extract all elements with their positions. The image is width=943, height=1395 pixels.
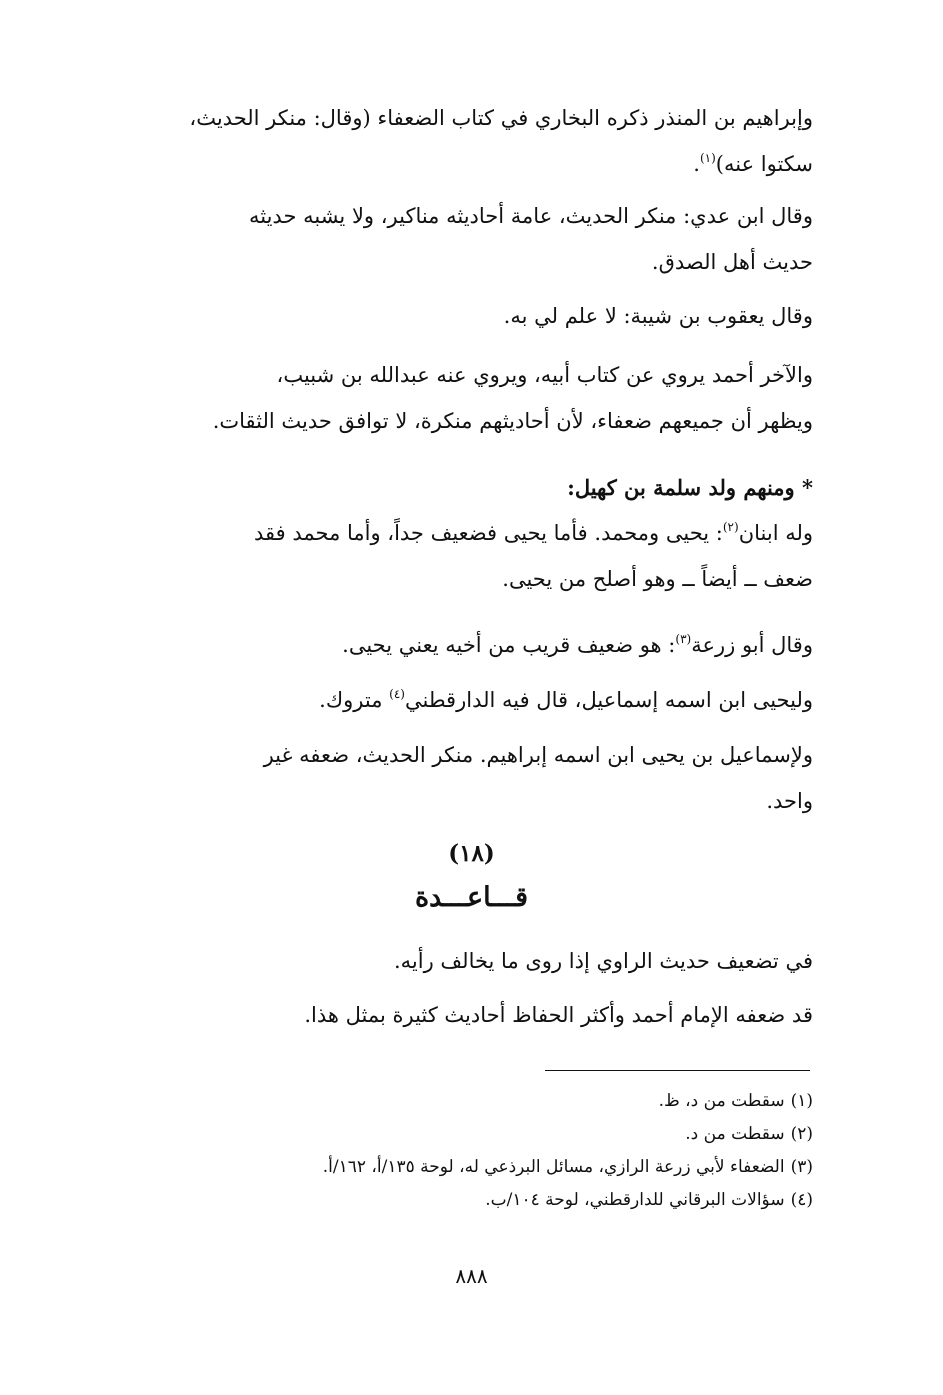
footnote-text: سقطت من د.: [685, 1124, 785, 1144]
paragraph-line: ويظهر أن جميعهم ضعفاء، لأن أحاديثهم منكرة، لا توافق حديث الثقات.: [212, 409, 813, 433]
text-run: سكتوا عنه): [715, 152, 813, 176]
paragraph-line: [128, 677, 813, 723]
footnote-marker-2: (٢): [722, 520, 739, 534]
paragraph-abu-zura: [128, 622, 813, 668]
footnote-item: [128, 1118, 813, 1151]
text-run: متروك.: [319, 688, 390, 712]
paragraph-sons-of-salama: [128, 510, 813, 602]
footnote-text: سقطت من د، ظ.: [658, 1091, 785, 1111]
paragraph-line: في تضعيف حديث الراوي إذا روى ما يخالف رأيه.: [394, 949, 813, 973]
paragraph-yaqub-bin-shayba: [128, 293, 813, 339]
section-title: قـــاعـــدة: [414, 882, 529, 913]
paragraph-line: [128, 510, 813, 556]
text-run: : يحيى ومحمد. فأما يحيى فضعيف جداً، وأما محمد فقد: [254, 521, 723, 545]
footnote-number: (٢): [790, 1124, 813, 1144]
footnote-number: (٣): [790, 1157, 813, 1177]
paragraph-line: والآخر أحمد يروي عن كتاب أبيه، ويروي عنه عبدالله بن شبيب،: [276, 363, 813, 387]
paragraph-ismail-son: [128, 732, 813, 824]
footnote-item: [128, 1151, 813, 1184]
footnote-text: الضعفاء لأبي زرعة الرازي، مسائل البرذعي له، لوحة ١٣٥/أ، ١٦٢/أ.: [322, 1157, 785, 1177]
paragraph-sons-of-salama-heading: [128, 465, 813, 511]
footnote-number: (١): [790, 1091, 813, 1111]
footnote-marker-4: (٤): [389, 687, 405, 701]
page-number: ٨٨٨: [455, 1264, 488, 1288]
footnotes: [128, 1085, 813, 1217]
text-run: .: [693, 152, 700, 176]
rule-statement: [128, 938, 813, 984]
text-run: وليحيى ابن اسمه إسماعيل، قال فيه الدارقطني: [404, 688, 813, 712]
paragraph-yahya-son: [128, 677, 813, 723]
rule-explanation: [128, 992, 813, 1038]
footnote-divider: [545, 1070, 810, 1071]
paragraph-line: ضعف ــ أيضاً ــ وهو أصلح من يحيى.: [502, 567, 813, 591]
footnote-marker-1: (١): [699, 151, 716, 165]
paragraph-line: ولإسماعيل بن يحيى ابن اسمه إبراهيم. منكر الحديث، ضعفه غير: [263, 743, 813, 767]
paragraph-line: وإبراهيم بن المنذر ذكره البخاري في كتاب الضعفاء (وقال: منكر الحديث،: [189, 106, 813, 130]
paragraph-line: حديث أهل الصدق.: [651, 250, 813, 274]
paragraph-line: [128, 622, 813, 668]
paragraph-line: قد ضعفه الإمام أحمد وأكثر الحفاظ أحاديث كثيرة بمثل هذا.: [304, 1003, 813, 1027]
text-run: وله ابنان: [738, 521, 813, 545]
section-number: (١٨): [448, 840, 495, 867]
paragraph-line: * ومنهم ولد سلمة بن كهيل:: [567, 475, 813, 500]
paragraph-ahmad: [128, 352, 813, 444]
paragraph-line: [128, 141, 813, 187]
paragraph-ibn-adi: [128, 193, 813, 285]
text-run: وقال أبو زرعة: [691, 633, 813, 657]
text-run: : هو ضعيف قريب من أخيه يعني يحيى.: [342, 633, 676, 657]
footnote-marker-3: (٣): [675, 632, 692, 646]
paragraph-ibrahim-bin-mundhir: [128, 95, 813, 187]
footnote-item: [128, 1085, 813, 1118]
footnote-number: (٤): [790, 1190, 813, 1210]
footnote-text: سؤالات البرقاني للدارقطني، لوحة ١٠٤/ب.: [485, 1190, 785, 1210]
paragraph-line: وقال يعقوب بن شيبة: لا علم لي به.: [503, 304, 813, 328]
paragraph-line: وقال ابن عدي: منكر الحديث، عامة أحاديثه مناكير، ولا يشبه حديثه: [248, 204, 813, 228]
paragraph-line: واحد.: [766, 789, 813, 813]
footnote-item: [128, 1184, 813, 1217]
